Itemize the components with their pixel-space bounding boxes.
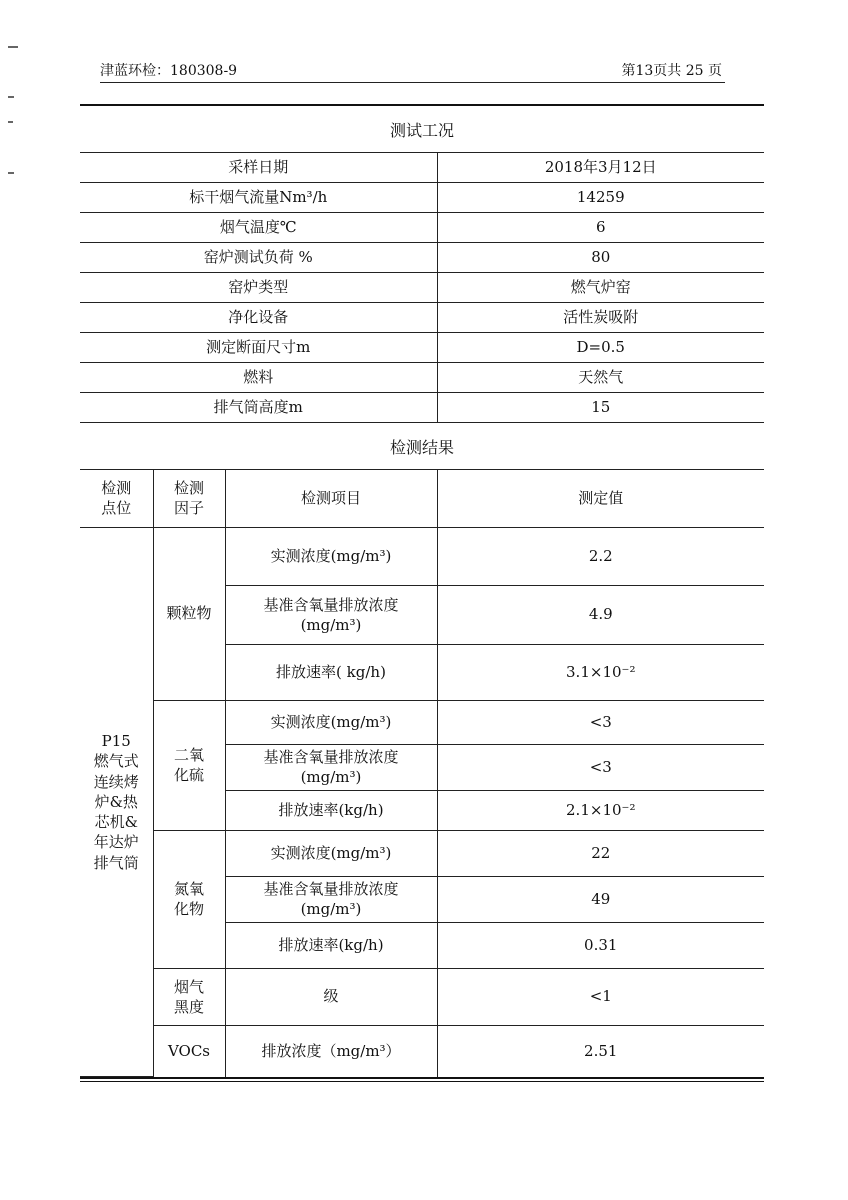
condition-label: 测定断面尺寸m [80, 333, 437, 363]
table-row [80, 153, 764, 183]
page-indicator: 第13页共 25 页 [621, 63, 722, 79]
results-title: 检测结果 [389, 437, 454, 457]
condition-label: 标干烟气流量Nm³/h [80, 183, 437, 213]
condition-value: 14259 [437, 183, 764, 213]
header-point: 检测 点位 [80, 470, 153, 528]
table-row [80, 393, 764, 423]
sampling-point-line: 排气筒 [93, 853, 139, 872]
table-cell-item: 级 [225, 969, 437, 1026]
table-cell-item: 实测浓度(mg/m³) [225, 528, 437, 586]
condition-label: 采样日期 [80, 153, 437, 183]
factor-vocs: VOCs [153, 1026, 225, 1077]
results-table [80, 469, 764, 1077]
scan-mark [8, 46, 18, 48]
sampling-point-line: 芯机& [94, 813, 138, 831]
table-row [80, 333, 764, 363]
condition-label: 窑炉类型 [80, 273, 437, 303]
table-cell-value: 49 [437, 877, 764, 923]
table-cell-value: <3 [437, 745, 764, 791]
header-divider [100, 82, 725, 83]
header-item: 检测项目 [225, 470, 437, 528]
table-cell-item: 排放浓度（mg/m³） [225, 1026, 437, 1077]
conditions-title: 测试工况 [389, 120, 454, 140]
condition-value: 活性炭吸附 [437, 303, 764, 333]
table-row [80, 243, 764, 273]
factor-particulate: 颗粒物 [153, 528, 225, 701]
table-row [80, 273, 764, 303]
condition-value: 15 [437, 393, 764, 423]
table-cell-value: 2.51 [437, 1026, 764, 1077]
table-cell-value: 4.9 [437, 586, 764, 645]
table-cell-value: 3.1×10⁻² [437, 645, 764, 701]
table-cell-item: 排放速率( kg/h) [225, 645, 437, 701]
table-cell-value: <3 [437, 701, 764, 745]
table-cell-value: <1 [437, 969, 764, 1026]
factor-smoke-blackness: 烟气 黑度 [153, 969, 225, 1026]
condition-label: 净化设备 [80, 303, 437, 333]
table-cell-value: 22 [437, 831, 764, 877]
report-sheet [80, 104, 764, 1082]
condition-label: 窑炉测试负荷 % [80, 243, 437, 273]
header-factor: 检测 因子 [153, 470, 225, 528]
condition-value: 80 [437, 243, 764, 273]
condition-value: D=0.5 [437, 333, 764, 363]
table-row [80, 363, 764, 393]
table-cell-item: 基准含氧量排放浓度 (mg/m³) [225, 745, 437, 791]
table-cell-value: 0.31 [437, 923, 764, 969]
table-cell-item: 基准含氧量排放浓度 (mg/m³) [225, 877, 437, 923]
sampling-point-line: 燃气式 [93, 752, 139, 771]
condition-label: 燃料 [80, 363, 437, 393]
table-cell-item: 排放速率(kg/h) [225, 791, 437, 831]
table-cell-item: 实测浓度(mg/m³) [225, 701, 437, 745]
table-row [80, 303, 764, 333]
condition-label: 排气筒高度m [80, 393, 437, 423]
sampling-point-line: 连续烤 [93, 772, 139, 791]
table-row [80, 213, 764, 243]
table-cell-value: 2.1×10⁻² [437, 791, 764, 831]
header-value: 测定值 [437, 470, 764, 528]
table-cell-item: 基准含氧量排放浓度 (mg/m³) [225, 586, 437, 645]
conditions-table [80, 152, 764, 423]
bottom-rule [80, 1077, 764, 1082]
sampling-point [80, 528, 153, 1077]
scan-mark [8, 121, 13, 123]
factor-nox: 氮氧 化物 [153, 831, 225, 969]
report-number: 津蓝环检：180308-9 [100, 63, 238, 79]
table-row [80, 183, 764, 213]
sampling-point-line: P15 [101, 732, 131, 750]
scan-mark [8, 96, 14, 98]
condition-value: 6 [437, 213, 764, 243]
scan-mark [8, 172, 14, 174]
condition-value: 燃气炉窑 [437, 273, 764, 303]
factor-so2: 二氧 化硫 [153, 701, 225, 831]
condition-value: 天然气 [437, 363, 764, 393]
condition-label: 烟气温度℃ [80, 213, 437, 243]
sampling-point-line: 年达炉 [93, 833, 139, 852]
condition-value: 2018年3月12日 [437, 153, 764, 183]
table-cell-value: 2.2 [437, 528, 764, 586]
table-cell-item: 排放速率(kg/h) [225, 923, 437, 969]
sampling-point-line: 炉&热 [94, 792, 138, 811]
table-cell-item: 实测浓度(mg/m³) [225, 831, 437, 877]
